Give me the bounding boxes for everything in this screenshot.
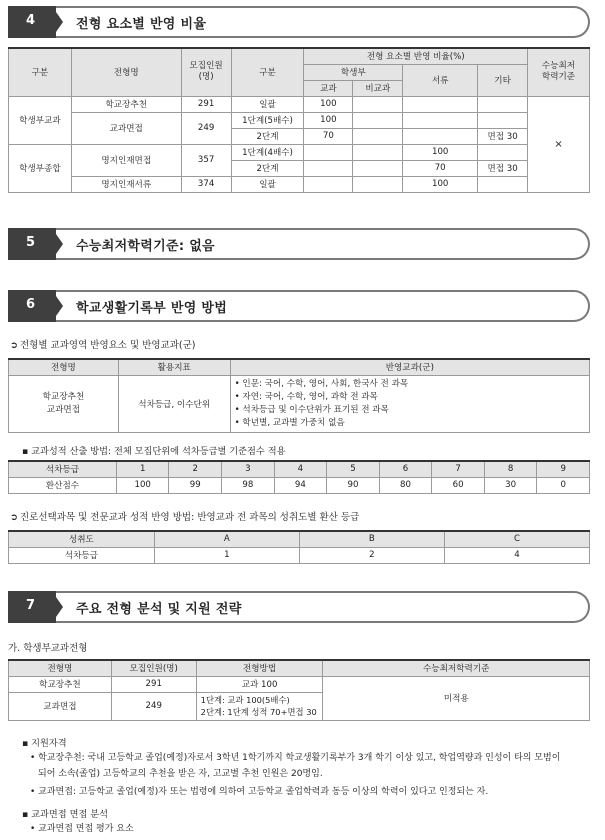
table-row: 학생부종합 명지인재면접 357 1단계(4배수) 100 (9, 144, 590, 160)
section-5-header (8, 228, 590, 260)
col-header: 석차등급 (9, 461, 117, 477)
section-6-header (8, 290, 590, 322)
col-header: 전형명 (71, 48, 181, 96)
bullet-heading: ▪ 교과면접 면접 분석 (22, 809, 108, 820)
achievement-table: 성취도 A B C 석차등급 1 2 4 (8, 530, 590, 564)
selection-ratio-table (8, 47, 590, 193)
table-row: 환산점수 100 99 98 94 90 80 60 30 0 (9, 477, 590, 493)
col-header: 전형명 (9, 660, 112, 676)
table-row: 석차등급 1 2 4 (9, 547, 590, 563)
col-header: 모집인원(명) (111, 660, 196, 676)
subheading: ➲ 진로선택과목 및 전문교과 성적 반영 방법: 반영교과 전 과목의 성취도별 환산 등급 (8, 509, 359, 523)
col-header: 전형방법 (196, 660, 323, 676)
square-bullet-icon: ▪ (22, 809, 29, 820)
section-number: 4 (26, 13, 36, 28)
col-header: 활용지표 (118, 359, 230, 375)
subheading: 가. 학생부교과전형 (8, 643, 88, 654)
section-title: 주요 전형 분석 및 지원 전략 (76, 602, 242, 617)
section-number: 7 (26, 598, 36, 613)
col-header: 비교과 (353, 80, 403, 96)
table-row: 2단계 70 면접 30 (9, 160, 590, 176)
square-bullet-icon: ▪ (22, 738, 29, 749)
col-header: 기타 (478, 64, 528, 96)
list-item: • 학년별, 교과별 가중치 없음 (234, 417, 345, 428)
section-7-header (8, 591, 590, 623)
section-number: 5 (26, 235, 36, 250)
col-header: 성취도 (9, 531, 155, 547)
col-header: 수능최저학력기준 (323, 660, 590, 676)
col-header: 학생부 (304, 64, 403, 80)
col-header: 모집인원 (명) (181, 48, 231, 96)
subheading: ➲ 전형별 교과영역 반영요소 및 반영교과(군) (8, 337, 196, 351)
table-row: 명지인재서류 374 일괄 100 (9, 176, 590, 192)
list-item: • 교과면접 면접 평가 요소 (30, 824, 134, 834)
section-number: 6 (26, 297, 36, 312)
table-row: 학교장추천 291 교과 100 미적용 (9, 676, 590, 692)
bullet-note: ▪ 교과성적 산출 방법: 전체 모집단위에 석차등급별 기준점수 적용 (22, 446, 286, 457)
list-item: • 학교장추천: 국내 고등학교 졸업(예정)자로서 3학년 1학기까지 학교생활기록부가 3개 학기 이상 있고, 학업역량과 인성이 타의 모범이 되어 소속(졸업) 고등학교의 추천을 받은 자, 고교별 추천 인원은 20명임. (30, 753, 561, 779)
col-header: 구분 (9, 48, 72, 96)
col-header: 전형명 (9, 359, 119, 375)
table-row: 학교장추천 교과면접 석차등급, 이수단위 • 인문: 국어, 수학, 영어, 사회, 한국사 전 과목 • 자연: 국어, 수학, 영어, 과학 전 과목 • 석차등급 및 이수단위가 표기된 전 과목 • 학년별, 교과별 가중치 없음 (9, 375, 590, 432)
list-item: • 석차등급 및 이수단위가 표기된 전 과목 (234, 404, 389, 415)
subject-reflection-table (8, 358, 590, 433)
col-header: 반영교과(군) (230, 359, 589, 375)
track-summary-table (8, 659, 590, 721)
section-4-header (8, 6, 590, 38)
table-row: 학생부교과 학교장추천 291 일괄 100 × (9, 96, 590, 112)
table-row: 교과면접 249 1단계(5배수) 100 (9, 112, 590, 128)
col-header: 교과 (304, 80, 353, 96)
square-bullet-icon: ▪ (22, 446, 29, 457)
col-header: 전형 요소별 반영 비율(%) (304, 48, 528, 64)
col-header: 수능최저 학력기준 (528, 48, 590, 96)
bullet-heading: ▪ 지원자격 (22, 738, 67, 749)
col-header: 구분 (231, 48, 304, 96)
col-header: 서류 (403, 64, 478, 96)
arrow-circle-icon: ➲ (10, 512, 18, 523)
list-item: • 자연: 국어, 수학, 영어, 과학 전 과목 (234, 391, 378, 402)
arrow-circle-icon: ➲ (10, 340, 18, 351)
list-item: • 교과면접: 고등학교 졸업(예정)자 또는 법령에 의하여 고등학교 졸업학력과 동등 이상의 학력이 있다고 인정되는 자. (30, 787, 489, 797)
section-title: 전형 요소별 반영 비율 (76, 17, 207, 32)
min-criteria-cell: × (528, 96, 590, 192)
section-title: 학교생활기록부 반영 방법 (76, 301, 228, 316)
list-item: • 인문: 국어, 수학, 영어, 사회, 한국사 전 과목 (234, 378, 409, 389)
section-title: 수능최저학력기준: 없음 (76, 239, 215, 254)
grade-score-table: 석차등급 1 2 3 4 5 6 7 8 9 환산점수 100 99 98 94 90 80 60 30 0 (8, 460, 590, 494)
table-row: 2단계 70 면접 30 (9, 128, 590, 144)
table-row: 교과면접 249 1단계: 교과 100(5배수) 2단계: 1단계 성적 70+면접 30 (9, 692, 590, 720)
